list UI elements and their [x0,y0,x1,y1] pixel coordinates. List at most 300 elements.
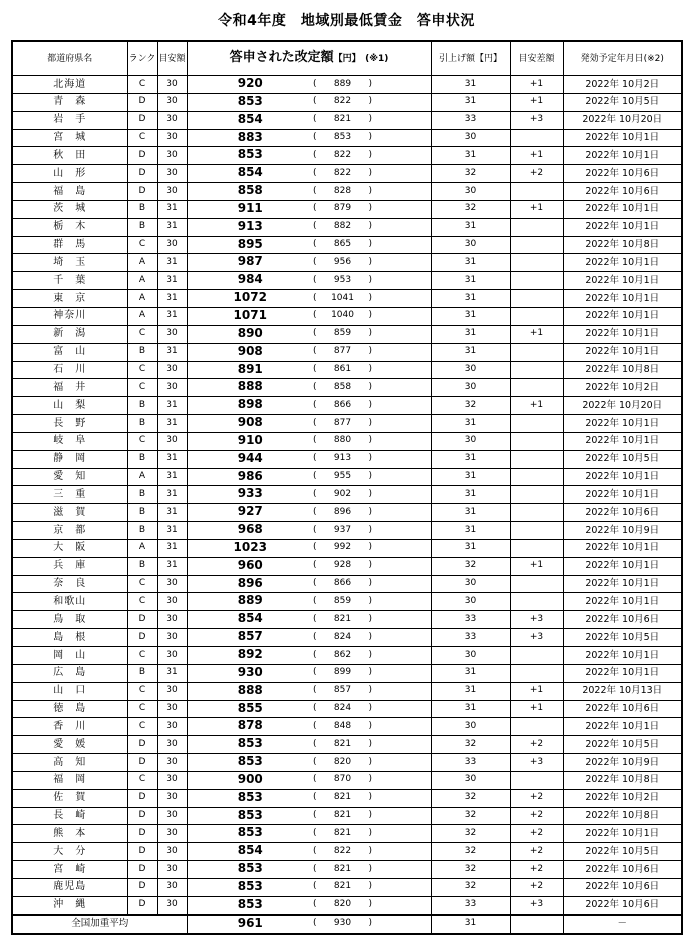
table-row [12,76,682,94]
prev-amount-cell: ( 899 ) [313,664,431,682]
diff-cell: +3 [510,111,563,129]
amount-cell [187,415,313,433]
header-guide: 目安額 [157,41,187,76]
amount-value: 910 [237,432,263,447]
effective-date-cell: 2022年 10月1日 [563,415,682,433]
prefecture-cell: 佐 賀 [12,789,127,807]
effective-date-cell: 2022年 10月6日 [563,878,682,896]
amount-cell [187,522,313,540]
prefecture-cell: 石 川 [12,361,127,379]
prev-amount-value: 899 [333,667,352,678]
rank-cell: D [127,754,157,772]
rank-cell: B [127,218,157,236]
prev-amount-cell: ( 953 ) [313,272,431,290]
table-row [12,254,682,272]
table-row [12,290,682,308]
increase-cell: 33 [431,611,510,629]
table-row [12,343,682,361]
diff-cell: +1 [510,147,563,165]
prefecture-cell: 兵 庫 [12,557,127,575]
prev-amount-cell: ( 858 ) [313,379,431,397]
prev-amount-cell: ( 821 ) [313,878,431,896]
rank-cell: C [127,432,157,450]
table-row [12,432,682,450]
diff-cell [510,522,563,540]
rank-cell: D [127,825,157,843]
table-row [12,807,682,825]
prev-amount-cell: ( 866 ) [313,575,431,593]
effective-date-cell: 2022年 10月5日 [563,736,682,754]
prefecture-cell: 群 馬 [12,236,127,254]
prev-amount-value: 896 [333,506,352,517]
increase-cell: 31 [431,415,510,433]
amount-value: 908 [237,415,263,430]
prefecture-cell: 北海道 [12,76,127,94]
guide-cell: 30 [157,147,187,165]
amount-cell [187,379,313,397]
amount-value: 898 [237,397,263,412]
prev-amount-cell: ( 880 ) [313,432,431,450]
rank-cell: B [127,450,157,468]
prefecture-cell: 長 野 [12,415,127,433]
prev-amount-value: 859 [333,595,352,606]
diff-cell [510,718,563,736]
rank-cell: A [127,272,157,290]
amount-cell [187,539,313,557]
diff-cell [510,343,563,361]
prev-amount-value: 824 [333,703,352,714]
amount-cell [187,486,313,504]
prev-amount-value: 866 [333,578,352,589]
amount-cell [187,611,313,629]
prev-amount-cell: ( 822 ) [313,165,431,183]
table-row [12,111,682,129]
prev-amount-value: 859 [333,328,352,339]
amount-cell [187,450,313,468]
increase-cell: 31 [431,664,510,682]
guide-cell: 30 [157,361,187,379]
prefecture-cell: 栃 木 [12,218,127,236]
prev-amount-value: 821 [333,881,352,892]
amount-cell [187,575,313,593]
effective-date-cell: 2022年 10月1日 [563,825,682,843]
amount-value: 960 [237,557,263,572]
effective-date-cell: 2022年 10月5日 [563,843,682,861]
guide-cell: 31 [157,290,187,308]
table-header-row [12,41,682,76]
rank-cell: C [127,647,157,665]
prefecture-cell: 東 京 [12,290,127,308]
amount-value: 853 [237,147,263,162]
amount-value: 1071 [233,307,267,322]
increase-cell: 32 [431,200,510,218]
prefecture-cell: 青 森 [12,93,127,111]
amount-value: 853 [237,736,263,751]
increase-cell: 32 [431,789,510,807]
prev-amount-cell: ( 928 ) [313,557,431,575]
prev-amount-cell: ( 853 ) [313,129,431,147]
increase-cell: 30 [431,183,510,201]
prev-amount-cell: ( 820 ) [313,754,431,772]
amount-value: 984 [237,272,263,287]
guide-cell: 31 [157,450,187,468]
guide-cell: 31 [157,539,187,557]
prev-amount-value: 956 [333,256,352,267]
table-row [12,522,682,540]
prev-amount-value: 865 [333,239,352,250]
header-new-amount-unit: 【円】 [333,54,361,64]
amount-cell [187,825,313,843]
diff-cell [510,254,563,272]
effective-date-cell: 2022年 10月1日 [563,664,682,682]
guide-cell: 30 [157,379,187,397]
table-row [12,539,682,557]
diff-cell: +2 [510,789,563,807]
table-row [12,504,682,522]
prev-amount-cell: ( 913 ) [313,450,431,468]
amount-cell [187,718,313,736]
guide-cell: 30 [157,682,187,700]
prev-amount-cell: ( 992 ) [313,539,431,557]
effective-date-cell: 2022年 10月5日 [563,629,682,647]
table-row [12,486,682,504]
prev-amount-cell: ( 896 ) [313,504,431,522]
rank-cell: B [127,415,157,433]
increase-cell: 30 [431,575,510,593]
amount-value: 853 [237,825,263,840]
effective-date-cell: 2022年 10月1日 [563,647,682,665]
diff-cell: +2 [510,861,563,879]
table-row [12,361,682,379]
amount-cell [187,468,313,486]
prev-amount-value: 824 [333,631,352,642]
total-increase: 31 [431,915,510,934]
prev-amount-cell: ( 956 ) [313,254,431,272]
increase-cell: 32 [431,736,510,754]
guide-cell: 30 [157,111,187,129]
increase-cell: 31 [431,343,510,361]
effective-date-cell: 2022年 10月1日 [563,557,682,575]
table-row [12,397,682,415]
prev-amount-cell: ( 877 ) [313,343,431,361]
effective-date-cell: 2022年 10月8日 [563,361,682,379]
guide-cell: 31 [157,504,187,522]
amount-value: 911 [237,200,263,215]
prefecture-cell: 大 分 [12,843,127,861]
table-row [12,307,682,325]
diff-cell [510,307,563,325]
prev-amount-value: 853 [333,132,352,143]
increase-cell: 31 [431,254,510,272]
diff-cell [510,361,563,379]
increase-cell: 31 [431,700,510,718]
guide-cell: 31 [157,254,187,272]
effective-date-cell: 2022年 10月20日 [563,397,682,415]
effective-date-cell: 2022年 10月1日 [563,718,682,736]
prev-amount-cell: ( 822 ) [313,843,431,861]
prev-amount-value: 955 [333,471,352,482]
diff-cell [510,647,563,665]
amount-cell [187,290,313,308]
rank-cell: D [127,861,157,879]
table-row [12,450,682,468]
prev-amount-value: 821 [333,810,352,821]
rank-cell: D [127,736,157,754]
amount-value: 888 [237,682,263,697]
increase-cell: 30 [431,129,510,147]
guide-cell: 30 [157,629,187,647]
prev-amount-cell: ( 822 ) [313,147,431,165]
effective-date-cell: 2022年 10月6日 [563,183,682,201]
diff-cell [510,218,563,236]
amount-value: 1072 [233,290,267,305]
prefecture-cell: 秋 田 [12,147,127,165]
amount-value: 853 [237,896,263,911]
prefecture-cell: 鳥 取 [12,611,127,629]
increase-cell: 30 [431,771,510,789]
effective-date-cell: 2022年 10月1日 [563,468,682,486]
rank-cell: C [127,575,157,593]
rank-cell: B [127,504,157,522]
amount-cell [187,682,313,700]
amount-value: 854 [237,611,263,626]
amount-value: 878 [237,718,263,733]
prefecture-cell: 茨 城 [12,200,127,218]
increase-cell: 30 [431,361,510,379]
prefecture-cell: 埼 玉 [12,254,127,272]
prev-amount-value: 992 [333,542,352,553]
effective-date-cell: 2022年 10月1日 [563,486,682,504]
prev-amount-cell: ( 821 ) [313,861,431,879]
increase-cell: 30 [431,718,510,736]
prefecture-cell: 高 知 [12,754,127,772]
table-row [12,896,682,914]
rank-cell: B [127,397,157,415]
amount-cell [187,397,313,415]
table-row [12,861,682,879]
prefecture-cell: 静 岡 [12,450,127,468]
prev-amount-value: 880 [333,435,352,446]
amount-value: 896 [237,575,263,590]
guide-cell: 31 [157,486,187,504]
guide-cell: 30 [157,736,187,754]
guide-cell: 30 [157,700,187,718]
prefecture-cell: 宮 崎 [12,861,127,879]
prev-amount-cell: ( 828 ) [313,183,431,201]
rank-cell: D [127,165,157,183]
prev-amount-cell: ( 902 ) [313,486,431,504]
table-row [12,272,682,290]
rank-cell: D [127,843,157,861]
amount-value: 891 [237,361,263,376]
prefecture-cell: 愛 媛 [12,736,127,754]
diff-cell: +3 [510,754,563,772]
prev-amount-cell: ( 879 ) [313,200,431,218]
guide-cell: 31 [157,397,187,415]
effective-date-cell: 2022年 10月5日 [563,93,682,111]
amount-value: 857 [237,629,263,644]
table-row [12,236,682,254]
table-row [12,736,682,754]
amount-value: 888 [237,379,263,394]
amount-value: 900 [237,771,263,786]
diff-cell: +1 [510,93,563,111]
guide-cell: 31 [157,522,187,540]
increase-cell: 32 [431,861,510,879]
rank-cell: A [127,254,157,272]
amount-cell [187,647,313,665]
prev-amount-value: 820 [333,756,352,767]
increase-cell: 33 [431,629,510,647]
amount-cell [187,236,313,254]
increase-cell: 31 [431,682,510,700]
rank-cell: C [127,771,157,789]
table-row [12,218,682,236]
total-date: － [563,915,682,934]
amount-cell [187,343,313,361]
amount-cell [187,557,313,575]
diff-cell [510,539,563,557]
amount-cell [187,361,313,379]
table-row [12,379,682,397]
table-row [12,629,682,647]
increase-cell: 31 [431,522,510,540]
rank-cell: C [127,379,157,397]
increase-cell: 31 [431,76,510,94]
header-effective-label: 発効予定年月日 [580,53,644,64]
prefecture-cell: 神奈川 [12,307,127,325]
effective-date-cell: 2022年 10月1日 [563,200,682,218]
diff-cell [510,450,563,468]
prefecture-cell: 福 島 [12,183,127,201]
increase-cell: 31 [431,272,510,290]
diff-cell [510,379,563,397]
diff-cell [510,664,563,682]
diff-cell [510,290,563,308]
diff-cell: +1 [510,682,563,700]
amount-value: 892 [237,647,263,661]
amount-value: 890 [237,325,263,340]
effective-date-cell: 2022年 10月9日 [563,754,682,772]
guide-cell: 31 [157,468,187,486]
guide-cell: 30 [157,825,187,843]
rank-cell: D [127,111,157,129]
amount-cell [187,807,313,825]
increase-cell: 31 [431,539,510,557]
amount-cell [187,307,313,325]
header-rank: ランク [127,41,157,76]
amount-value: 1023 [233,539,267,554]
rank-cell: C [127,236,157,254]
diff-cell [510,415,563,433]
prev-amount-value: 857 [333,685,352,696]
rank-cell: B [127,343,157,361]
prev-amount-cell: ( 1040 ) [313,307,431,325]
rank-cell: B [127,522,157,540]
diff-cell [510,771,563,789]
rank-cell: D [127,629,157,647]
prefecture-cell: 山 梨 [12,397,127,415]
increase-cell: 32 [431,878,510,896]
prefecture-cell: 新 潟 [12,325,127,343]
guide-cell: 30 [157,611,187,629]
prefecture-cell: 広 島 [12,664,127,682]
prefecture-cell: 千 葉 [12,272,127,290]
increase-cell: 32 [431,397,510,415]
guide-cell: 31 [157,272,187,290]
total-amount-value: 961 [237,915,263,930]
table-row [12,789,682,807]
prev-amount-value: 953 [333,274,352,285]
amount-value: 968 [237,522,263,537]
prev-amount-value: 822 [333,167,352,178]
table-row [12,700,682,718]
prev-amount-cell: ( 857 ) [313,682,431,700]
guide-cell: 30 [157,718,187,736]
prev-amount-cell: ( 821 ) [313,736,431,754]
table-row [12,754,682,772]
prev-amount-cell: ( 824 ) [313,700,431,718]
total-diff [510,915,563,934]
diff-cell: +2 [510,807,563,825]
increase-cell: 30 [431,236,510,254]
effective-date-cell: 2022年 10月2日 [563,789,682,807]
diff-cell [510,129,563,147]
table-row [12,878,682,896]
prefecture-cell: 福 井 [12,379,127,397]
amount-value: 933 [237,486,263,501]
amount-cell [187,736,313,754]
prev-amount-value: 879 [333,203,352,214]
prev-amount-value: 928 [333,560,352,571]
table-row [12,771,682,789]
guide-cell: 30 [157,896,187,914]
header-new-amount [187,41,431,76]
amount-cell [187,629,313,647]
diff-cell: +2 [510,736,563,754]
amount-cell [187,183,313,201]
rank-cell: D [127,789,157,807]
page-title: 令和4年度 地域別最低賃金 答申状況 [218,13,475,29]
prefecture-cell: 岩 手 [12,111,127,129]
table-row [12,718,682,736]
effective-date-cell: 2022年 10月1日 [563,218,682,236]
total-amount [187,915,313,934]
prefecture-cell: 和歌山 [12,593,127,611]
guide-cell: 30 [157,76,187,94]
amount-cell [187,504,313,522]
diff-cell [510,432,563,450]
table-row [12,183,682,201]
amount-cell [187,789,313,807]
guide-cell: 30 [157,647,187,665]
prev-amount-cell: ( 870 ) [313,771,431,789]
effective-date-cell: 2022年 10月1日 [563,593,682,611]
diff-cell [510,468,563,486]
diff-cell [510,183,563,201]
guide-cell: 30 [157,771,187,789]
prefecture-cell: 沖 縄 [12,896,127,914]
amount-cell [187,254,313,272]
prefecture-cell: 福 岡 [12,771,127,789]
prefecture-cell: 山 口 [12,682,127,700]
prefecture-cell: 鹿児島 [12,878,127,896]
amount-cell [187,272,313,290]
table-row [12,200,682,218]
increase-cell: 33 [431,111,510,129]
increase-cell: 31 [431,468,510,486]
amount-cell [187,200,313,218]
